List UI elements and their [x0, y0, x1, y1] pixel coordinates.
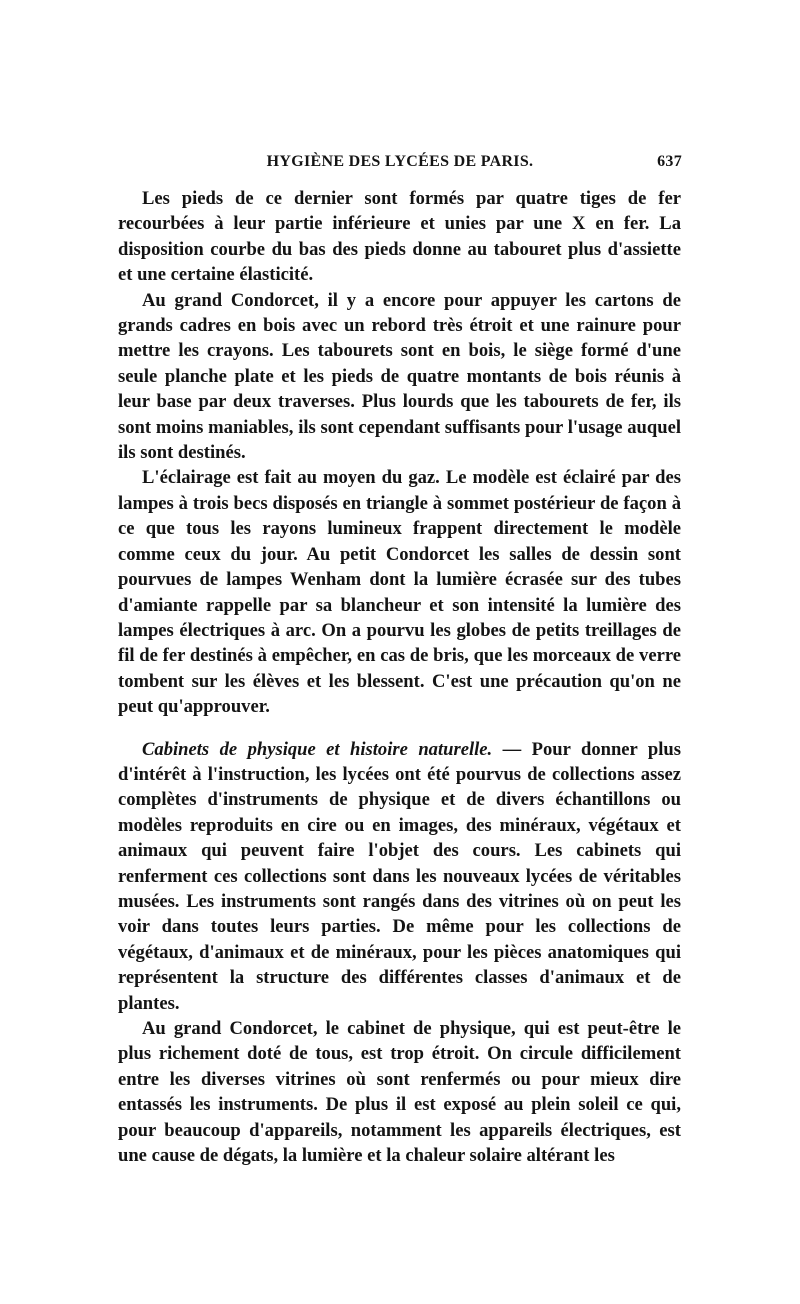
paragraph-cabinet-physique: Au grand Condorcet, le cabinet de physique, qui est peut-être le plus richement doté de tous, est trop étroit. On circule difficilement entre les diverses vitrines où sont renfermés ou pour mieux dire entassés les instruments. De plus il est exposé au plein soleil ce qui, pour beaucoup d'appareils, notamment les appareils électriques, est une cause de dégats, la lumière et la chaleur solaire altérant les [118, 1018, 681, 1167]
running-title: HYGIÈNE DES LYCÉES DE PARIS. [266, 153, 534, 170]
section-heading: Cabinets de physique et histoire naturelle. [142, 738, 493, 760]
paragraph-grand-condorcet-cartons: Au grand Condorcet, il y a encore pour appuyer les cartons de grands cadres en bois avec un rebord très étroit et une rainure pour mettre les crayons. Les tabourets sont en bois, le siège formé d'une seule planche plate et les pieds de quatre montants de bois réunis à leur base par deux traverses. Plus lourds que les tabourets de fer, ils sont moins maniables, ils sont cependant suffisants pour l'usage auquel ils sont destinés. [118, 289, 681, 464]
running-header [118, 153, 682, 177]
page-number: 637 [657, 153, 682, 170]
paragraph-cabinets [118, 737, 681, 1016]
body-text [118, 186, 681, 1168]
paragraph-eclairage: L'éclairage est fait au moyen du gaz. Le modèle est éclairé par des lampes à trois becs disposés en triangle à sommet postérieur de façon à ce que tous les rayons lumineux frappent directement le modèle comme ceux du jour. Au petit Condorcet les salles de dessin sont pourvues de lampes Wenham dont la lumière écrasée sur des tubes d'amiante rappelle par sa blancheur et son intensité la lumière des lampes électriques à arc. On a pourvu les globes de petits treillages de fil de fer destinés à empêcher, en cas de bris, que les morceaux de verre tombent sur les élèves et les blessent. C'est une précaution qu'on ne peut qu'approuver. [118, 467, 681, 718]
paragraph-tabouret-fer: Les pieds de ce dernier sont formés par quatre tiges de fer recourbées à leur partie inférieure et unies par une X en fer. La disposition courbe du bas des pieds donne au tabouret plus d'assiette et une certaine élasticité. [118, 188, 681, 286]
paragraph-cabinets-text: — Pour donner plus d'intérêt à l'instruction, les lycées ont été pourvus de collections assez complètes d'instruments de physique et de divers échantillons ou modèles reproduits en cire ou en images, des minéraux, végétaux et animaux qui peuvent faire l'objet des cours. Les cabinets qui renferment ces collections sont dans les nouveaux lycées de véritables musées. Les instruments sont rangés dans des vitrines où on peut les voir dans toutes leurs parties. De même pour les collections de végétaux, d'animaux et de minéraux, pour les pièces anatomiques qui représentent la structure des différentes classes d'animaux et de plantes. [118, 738, 681, 1014]
